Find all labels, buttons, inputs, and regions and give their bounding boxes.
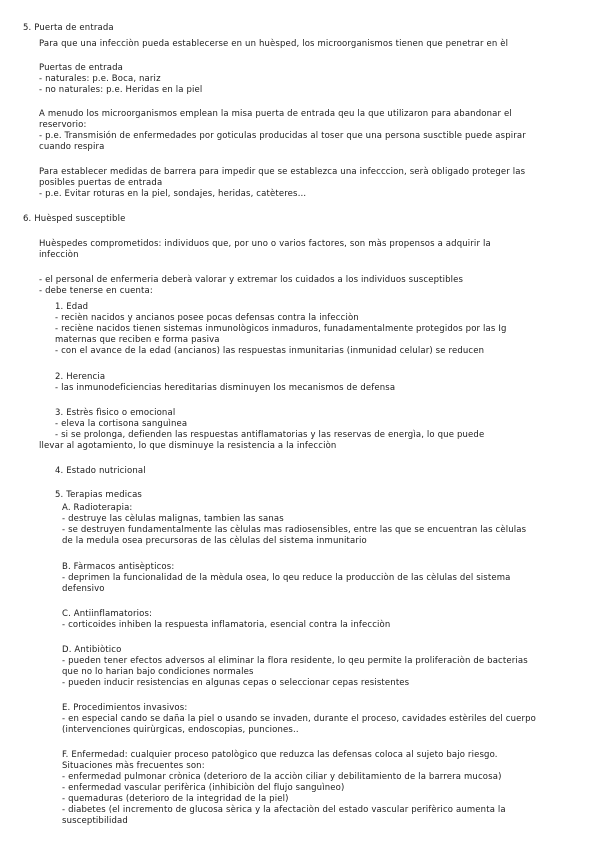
list-item: - pueden inducir resistencias en algunas cepas o seleccionar cepas resistentes: [62, 678, 410, 688]
list-item: - pueden tener efectos adversos al eliminar la flora residente, lo qeu permite la proliferaciòn de bacterias: [62, 656, 528, 666]
subfactor-heading-enfermedad: F. Enfermedad: cualquier proceso patològico que reduzca las defensas coloca al sujeto bajo riesgo.: [62, 750, 498, 760]
list-item: - quemaduras (deterioro de la integridad de la piel): [62, 794, 289, 804]
list-item: - destruye las cèlulas malignas, tambien las sanas: [62, 514, 284, 524]
list-item: - reciène nacidos tienen sistemas inmunològicos inmaduros, funadamentalmente protegidos por las Ig: [55, 324, 507, 334]
subheading-puertas: Puertas de entrada: [39, 63, 124, 73]
paragraph-line: Para establecer medidas de barrera para impedir que se establezca una infecccion, serà obligado proteger las: [39, 167, 526, 177]
list-item: susceptibilidad: [62, 816, 128, 826]
subfactor-heading-radioterapia: A. Radioterapia:: [62, 503, 133, 513]
paragraph-line: infecciòn: [39, 250, 79, 260]
paragraph-line: posibles puertas de entrada: [39, 178, 163, 188]
list-item: - en especial cando se daña la piel o usando se invaden, durante el proceso, cavidades estèriles del cuerpo: [62, 714, 537, 724]
paragraph-line: - p.e. Evitar roturas en la piel, sondajes, heridas, catèteres…: [39, 189, 307, 199]
list-item: - eleva la cortisona sanguìnea: [55, 419, 188, 429]
section-heading-huesped: 6. Huèsped susceptible: [23, 214, 126, 224]
paragraph-line: A menudo los microorganismos emplean la misa puerta de entrada qeu la que utilizaron para abandonar el: [39, 109, 512, 119]
list-item: (intervenciones quirùrgicas, endoscopias, punciones..: [62, 725, 299, 735]
list-item: maternas que reciben e forma pasiva: [55, 335, 220, 345]
paragraph-line: - p.e. Transmisión de enfermedades por goticulas producidas al toser que una persona susctible puede aspirar: [39, 131, 526, 141]
subfactor-heading-antiinflamatorios: C. Antiinflamatorios:: [62, 609, 153, 619]
factor-heading-edad: 1. Edad: [55, 302, 89, 312]
paragraph-line: Para que una infecciòn pueda establecerse en un huèsped, los microorganismos tienen que penetrar en èl: [39, 39, 509, 49]
section-heading-puerta-entrada: 5. Puerta de entrada: [23, 23, 114, 33]
list-item: - no naturales: p.e. Heridas en la piel: [39, 85, 203, 95]
list-item: - naturales: p.e. Boca, nariz: [39, 74, 161, 84]
list-item: - debe tenerse en cuenta:: [39, 286, 153, 296]
list-item: - recièn nacidos y ancianos posee pocas defensas contra la infecciòn: [55, 313, 359, 323]
paragraph-line: Situaciones màs frecuentes son:: [62, 761, 205, 771]
factor-heading-estres: 3. Estrès fìsico o emocional: [55, 408, 176, 418]
paragraph-line: Huèspedes comprometidos: individuos que, por uno o varios factores, son màs propensos a adquirir la: [39, 239, 491, 249]
list-item: - enfermedad vascular perifèrica (inhibiciòn del flujo sanguìneo): [62, 783, 345, 793]
factor-heading-nutricional: 4. Estado nutricional: [55, 466, 146, 476]
list-item: de la medula osea precursoras de las cèlulas del sistema inmunitario: [62, 536, 367, 546]
list-item: defensivo: [62, 584, 105, 594]
list-item: - deprimen la funcionalidad de la mèdula osea, lo qeu reduce la producciòn de las cèlulas del sistema: [62, 573, 511, 583]
subfactor-heading-antibiotico: D. Antibiòtico: [62, 645, 122, 655]
list-item: - enfermedad pulmonar crònica (deterioro de la acciòn ciliar y debilitamiento de la barrera mucosa): [62, 772, 502, 782]
subfactor-heading-procedimientos: E. Procedimientos invasivos:: [62, 703, 188, 713]
list-item: - las inmunodeficiencias hereditarias disminuyen los mecanismos de defensa: [55, 383, 396, 393]
list-item: - corticoides inhiben la respuesta inflamatoria, esencial contra la infecciòn: [62, 620, 391, 630]
list-item: - si se prolonga, defienden las respuestas antiflamatorias y las reservas de energìa, lo que puede: [55, 430, 485, 440]
list-item: - diabetes (el incremento de glucosa sèrica y la afectaciòn del estado vascular perifèrico aumenta la: [62, 805, 506, 815]
factor-heading-herencia: 2. Herencia: [55, 372, 106, 382]
list-item: - con el avance de la edad (ancianos) las respuestas inmunitarias (inmunidad celular) se reducen: [55, 346, 485, 356]
list-item: - el personal de enfermeria deberà valorar y extremar los cuidados a los individuos susceptibles: [39, 275, 464, 285]
list-item: - se destruyen fundamentalmente las cèlulas mas radiosensibles, entre las que se encuentran las cèlulas: [62, 525, 527, 535]
list-item: que no lo harian bajo condiciones normales: [62, 667, 254, 677]
paragraph-line: cuando respira: [39, 142, 105, 152]
subfactor-heading-farmacos: B. Fàrmacos antisèpticos:: [62, 562, 175, 572]
list-item: llevar al agotamiento, lo que disminuye la resistencia a la infecciòn: [39, 441, 337, 451]
factor-heading-terapias: 5. Terapias medicas: [55, 490, 143, 500]
paragraph-line: reservorio:: [39, 120, 87, 130]
